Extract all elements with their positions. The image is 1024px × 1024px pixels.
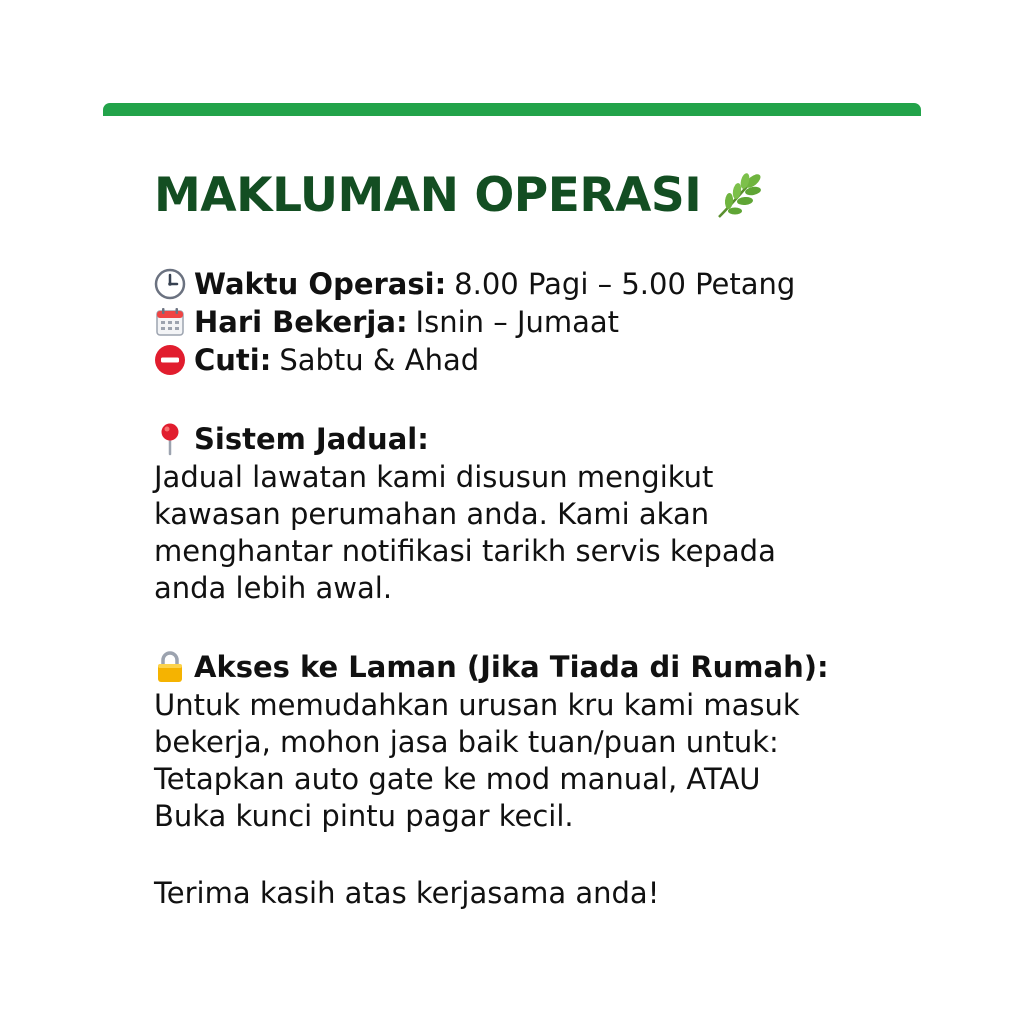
days-label: Hari Bekerja: (194, 305, 408, 339)
notice-content (154, 165, 894, 912)
closing-message: Terima kasih atas kerjasama anda! (154, 876, 660, 910)
hours-label: Waktu Operasi: (194, 267, 447, 301)
access-heading: Akses ke Laman (Jika Tiada di Rumah): (194, 650, 829, 684)
no-entry-icon (154, 344, 186, 376)
schedule-text-line: anda lebih awal. (154, 571, 393, 605)
hours-value: 8.00 Pagi – 5.00 Petang (454, 267, 796, 301)
schedule-text-line: kawasan perumahan anda. Kami akan (154, 497, 710, 531)
lock-icon (154, 650, 186, 684)
page-title: MAKLUMAN OPERASI (154, 167, 702, 223)
access-section (154, 647, 894, 835)
schedule-text-line: Jadual lawatan kami disusun mengikut (154, 460, 714, 494)
access-text-line: Buka kunci pintu pagar kecil. (154, 799, 574, 833)
holiday-value: Sabtu & Ahad (279, 343, 480, 377)
herb-leaf-icon (713, 169, 765, 221)
schedule-section (154, 419, 894, 607)
access-text-line: Untuk memudahkan urusan kru kami masuk (154, 688, 800, 722)
info-line-holiday (154, 341, 894, 379)
calendar-icon (154, 306, 186, 338)
schedule-text-line: menghantar notifikasi tarikh servis kepada (154, 534, 776, 568)
days-value: Isnin – Jumaat (415, 305, 620, 339)
info-line-hours (154, 265, 894, 303)
info-line-days (154, 303, 894, 341)
title-row (154, 165, 894, 225)
pushpin-icon (154, 422, 186, 456)
access-text-line: bekerja, mohon jasa baik tuan/puan untuk: (154, 725, 779, 759)
access-text-line: Tetapkan auto gate ke mod manual, ATAU (154, 762, 761, 796)
holiday-label: Cuti: (194, 343, 272, 377)
schedule-heading: Sistem Jadual: (194, 422, 429, 456)
operation-info-list (154, 265, 894, 379)
accent-top-bar (103, 103, 921, 116)
schedule-heading-row (154, 419, 894, 459)
notice-card (103, 103, 921, 913)
clock-icon (154, 268, 186, 300)
access-heading-row (154, 647, 894, 687)
